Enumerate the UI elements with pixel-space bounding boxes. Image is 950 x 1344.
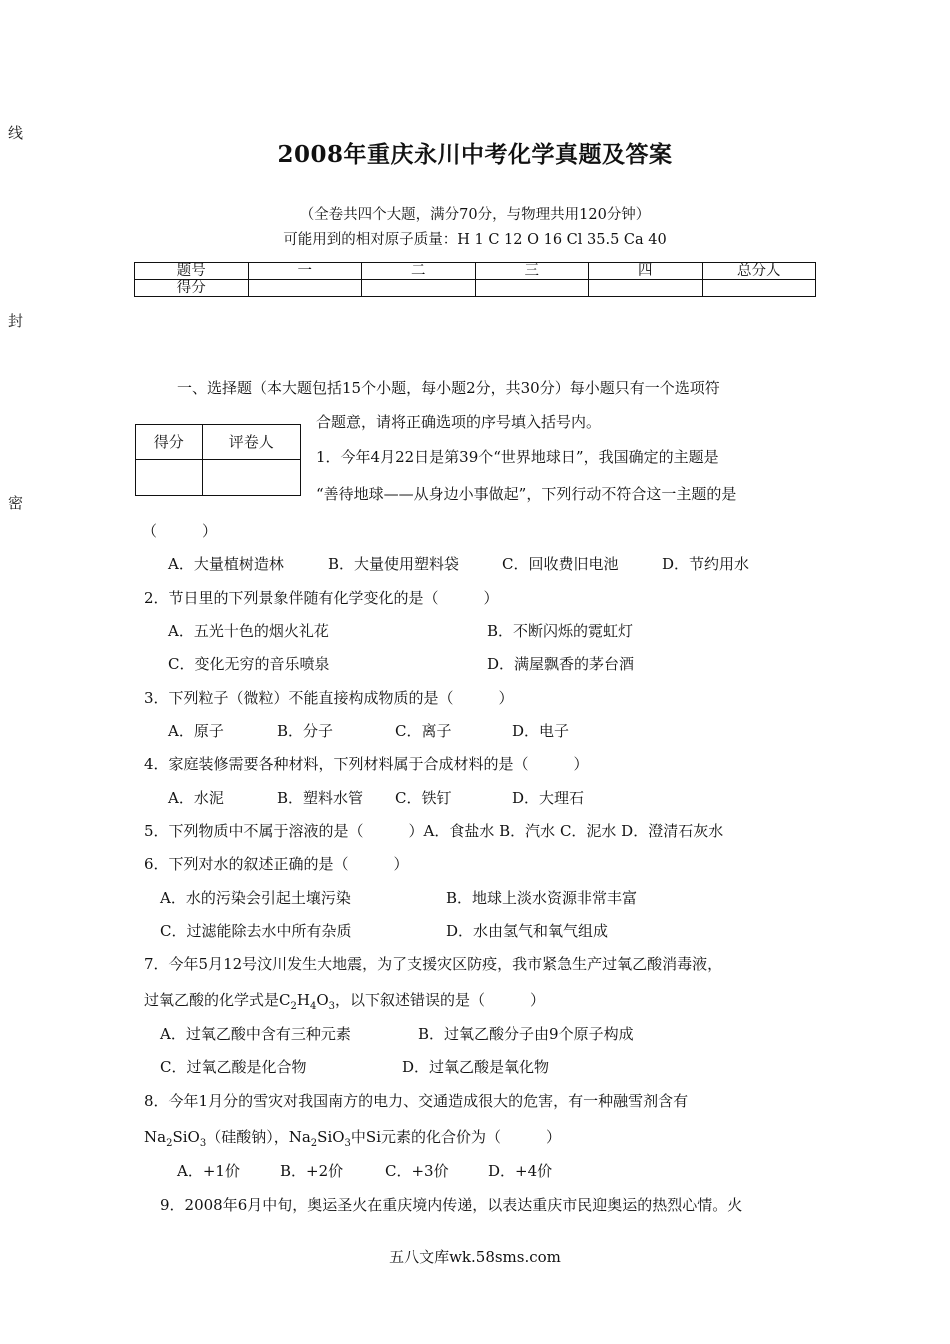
score-row-label: 得分	[135, 280, 249, 297]
q7-text: 过氧乙酸的化学式是	[144, 991, 280, 1009]
formula-sio: SiO	[317, 1128, 345, 1146]
formula-c: C	[279, 991, 291, 1009]
q1-stem: 1．今年4月22日是第39个“世界地球日”，我国确定的主题是	[316, 448, 719, 466]
q6-stem: 6．下列对水的叙述正确的是（ ）	[144, 855, 409, 873]
q7-option-c: C．过氧乙酸是化合物	[160, 1058, 307, 1076]
exam-subtitle: （全卷共四个大题，满分70分，与物理共用120分钟）	[299, 207, 651, 223]
q8-option-a: A．+1价	[177, 1162, 240, 1180]
grader-score-cell[interactable]	[136, 460, 203, 496]
formula-sio: SiO	[172, 1128, 200, 1146]
score-table	[134, 262, 816, 297]
formula-na: Na	[288, 1128, 311, 1146]
margin-mark-seal: 封	[8, 312, 24, 330]
formula-sub: 2	[290, 1001, 297, 1012]
grader-score-label: 得分	[136, 425, 203, 460]
q6-option-c: C．过滤能除去水中所有杂质	[160, 922, 352, 940]
formula-sub: 2	[166, 1138, 173, 1149]
score-table-header: 总分人	[702, 263, 816, 280]
score-table-header: 四	[589, 263, 703, 280]
score-table-header: 三	[475, 263, 589, 280]
formula-na: Na	[144, 1128, 167, 1146]
score-cell[interactable]	[475, 280, 589, 297]
formula-sub: 3	[344, 1138, 351, 1149]
q8-stem: 8．今年1月分的雪灾对我国南方的电力、交通造成很大的危害，有一种融雪剂含有	[144, 1092, 689, 1110]
q7-stem-cont	[144, 990, 545, 1017]
q5-stem: 5．下列物质中不属于溶液的是（ ）A．食盐水 B．汽水 C．泥水 D．澄清石灰水	[144, 822, 724, 840]
q6-option-a: A．水的污染会引起土壤污染	[160, 889, 351, 907]
q4-option-a: A．水泥	[168, 789, 224, 807]
formula-o: O	[316, 991, 329, 1009]
score-table-header: 题号	[135, 263, 249, 280]
q7-stem: 7．今年5月12号汶川发生大地震，为了支援灾区防疫，我市紧急生产过氧乙酸消毒液，	[144, 955, 723, 973]
grader-name-label: 评卷人	[202, 425, 300, 460]
q6-option-d: D．水由氢气和氧气组成	[446, 922, 609, 940]
section-heading: 一、选择题（本大题包括15个小题，每小题2分，共30分）每小题只有一个选项符	[177, 379, 720, 397]
formula-sub: 2	[310, 1138, 318, 1149]
q3-option-b: B．分子	[277, 722, 334, 740]
q3-option-d: D．电子	[512, 722, 570, 740]
score-table-header: 二	[362, 263, 476, 280]
atomic-masses: 可能用到的相对原子质量：H 1 C 12 O 16 Cl 35.5 Ca 40	[283, 232, 667, 248]
q2-option-d: D．满屋飘香的茅台酒	[487, 655, 635, 673]
score-cell[interactable]	[702, 280, 816, 297]
q1-option-a: A．大量植树造林	[168, 555, 284, 573]
score-cell[interactable]	[248, 280, 362, 297]
footer-watermark: 五八文库wk.58sms.com	[389, 1248, 561, 1266]
q7-option-a: A．过氧乙酸中含有三种元素	[160, 1025, 351, 1043]
q1-option-c: C．回收费旧电池	[502, 555, 619, 573]
q6-option-b: B．地球上淡水资源非常丰富	[446, 889, 638, 907]
q1-answer-blank: （ ）	[142, 522, 218, 540]
q4-option-d: D．大理石	[512, 789, 585, 807]
q8-text: （硅酸钠），	[206, 1128, 289, 1146]
q4-option-b: B．塑料水管	[277, 789, 364, 807]
q4-option-c: C．铁钉	[395, 789, 452, 807]
score-table-header: 一	[248, 263, 362, 280]
formula-sub: 3	[328, 1001, 336, 1012]
margin-mark-line: 线	[8, 124, 24, 142]
q2-option-b: B．不断闪烁的霓虹灯	[487, 622, 634, 640]
q8-option-b: B．+2价	[280, 1162, 344, 1180]
q1-option-d: D．节约用水	[662, 555, 750, 573]
formula-sub: 3	[199, 1138, 207, 1149]
q8-option-d: D．+4价	[488, 1162, 553, 1180]
section-instruction: 合题意，请将正确选项的序号填入括号内。	[316, 413, 602, 431]
formula-sub: 4	[309, 1001, 317, 1012]
grader-box	[135, 424, 301, 496]
q9-stem: 9．2008年6月中旬，奥运圣火在重庆境内传递，以表达重庆市民迎奥运的热烈心情。火	[160, 1196, 743, 1214]
q8-option-c: C．+3价	[385, 1162, 449, 1180]
q2-option-a: A．五光十色的烟火礼花	[168, 622, 329, 640]
q1-stem-cont: “善待地球——从身边小事做起”，下列行动不符合这一主题的是	[316, 485, 737, 503]
q2-option-c: C．变化无穷的音乐喷泉	[168, 655, 330, 673]
q7-option-d: D．过氧乙酸是氧化物	[402, 1058, 550, 1076]
page-title: 2008年重庆永川中考化学真题及答案	[277, 141, 673, 168]
q1-option-b: B．大量使用塑料袋	[328, 555, 460, 573]
q3-stem: 3．下列粒子（微粒）不能直接构成物质的是（ ）	[144, 689, 514, 707]
score-cell[interactable]	[362, 280, 476, 297]
q7-option-b: B．过氧乙酸分子由9个原子构成	[418, 1025, 634, 1043]
q4-stem: 4．家庭装修需要各种材料，下列材料属于合成材料的是（ ）	[144, 755, 589, 773]
score-cell[interactable]	[589, 280, 703, 297]
q3-option-a: A．原子	[168, 722, 224, 740]
grader-name-cell[interactable]	[202, 460, 300, 496]
q3-option-c: C．离子	[395, 722, 452, 740]
margin-mark-secret: 密	[8, 494, 24, 512]
q7-text-post: ，以下叙述错误的是（ ）	[335, 991, 546, 1009]
q8-text-post: 中Si元素的化合价为（ ）	[350, 1128, 561, 1146]
q8-stem-cont	[144, 1127, 561, 1154]
q2-stem: 2．节日里的下列景象伴随有化学变化的是（ ）	[144, 589, 499, 607]
formula-h: H	[296, 991, 310, 1009]
